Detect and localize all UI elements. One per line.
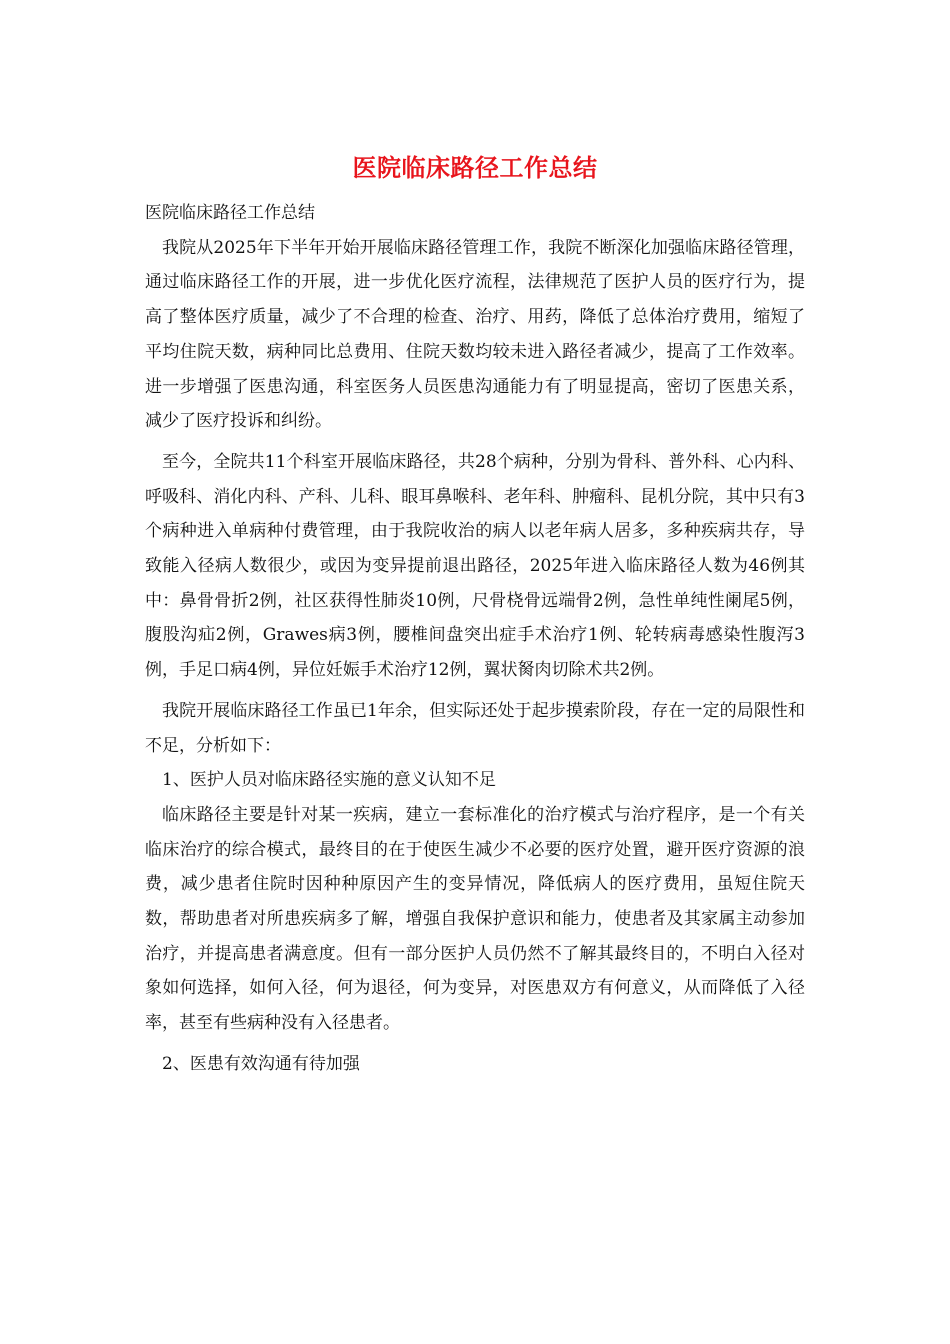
analysis-intro-paragraph: 我院开展临床路径工作虽已1年余，但实际还处于起步摸索阶段，存在一定的局限性和不足，分析如下： bbox=[145, 700, 805, 756]
intro-paragraph: 我院从2025年下半年开始开展临床路径管理工作，我院不断深化加强临床路径管理，通过临床路径工作的开展，进一步优化医疗流程，法律规范了医护人员的医疗行为，提高了整体医疗质量，减少了不合理的检查、治疗、用药，降低了总体治疗费用，缩短了平均住院天数，病种同比总费用、住院天数均较未进入路径者减少，提高了工作效率。进一步增强了医患沟通，科室医务人员医患沟通能力有了明显提高，密切了医患关系，减少了医疗投诉和纠纷。 bbox=[145, 237, 805, 432]
section-1-paragraph: 临床路径主要是针对某一疾病，建立一套标准化的治疗模式与治疗程序，是一个有关临床治疗的综合模式，最终目的在于使医生减少不必要的医疗处置，避开医疗资源的浪费，减少患者住院时因种种原因产生的变异情况，降低病人的医疗费用，虽短住院天数，帮助患者对所患疾病多了解，增强自我保护意识和能力，使患者及其家属主动参加治疗，并提高患者满意度。但有一部分医护人员仍然不了解其最终目的，不明白入径对象如何选择，如何入径，何为退径，何为变异，对医患双方有何意义，从而降低了入径率，甚至有些病种没有入径患者。 bbox=[145, 804, 805, 1034]
document-body bbox=[145, 196, 805, 1082]
section-heading-1: 1、医护人员对临床路径实施的意义认知不足 bbox=[162, 770, 496, 791]
status-paragraph: 至今，全院共11个科室开展临床路径，共28个病种，分别为骨科、普外科、心内科、呼吸科、消化内科、产科、儿科、眼耳鼻喉科、老年科、肿瘤科、昆机分院，其中只有3个病种进入单病种付费管理，由于我院收治的病人以老年病人居多，多种疾病共存，导致能入径病人数很少，或因为变异提前退出路径，2025年进入临床路径人数为46例其中：鼻骨骨折2例，社区获得性肺炎10例，尺骨桡骨远端骨2例，急性单纯性阑尾5例，腹股沟疝2例，Grawes病3例，腰椎间盘突出症手术治疗1例、轮转病毒感染性腹泻3例，手足口病4例，异位妊娠手术治疗12例，翼状胬肉切除术共2例。 bbox=[145, 451, 805, 681]
section-heading-2: 2、医患有效沟通有待加强 bbox=[162, 1053, 360, 1074]
subtitle-paragraph: 医院临床路径工作总结 bbox=[145, 203, 315, 223]
document-title: 医院临床路径工作总结 bbox=[352, 153, 598, 182]
